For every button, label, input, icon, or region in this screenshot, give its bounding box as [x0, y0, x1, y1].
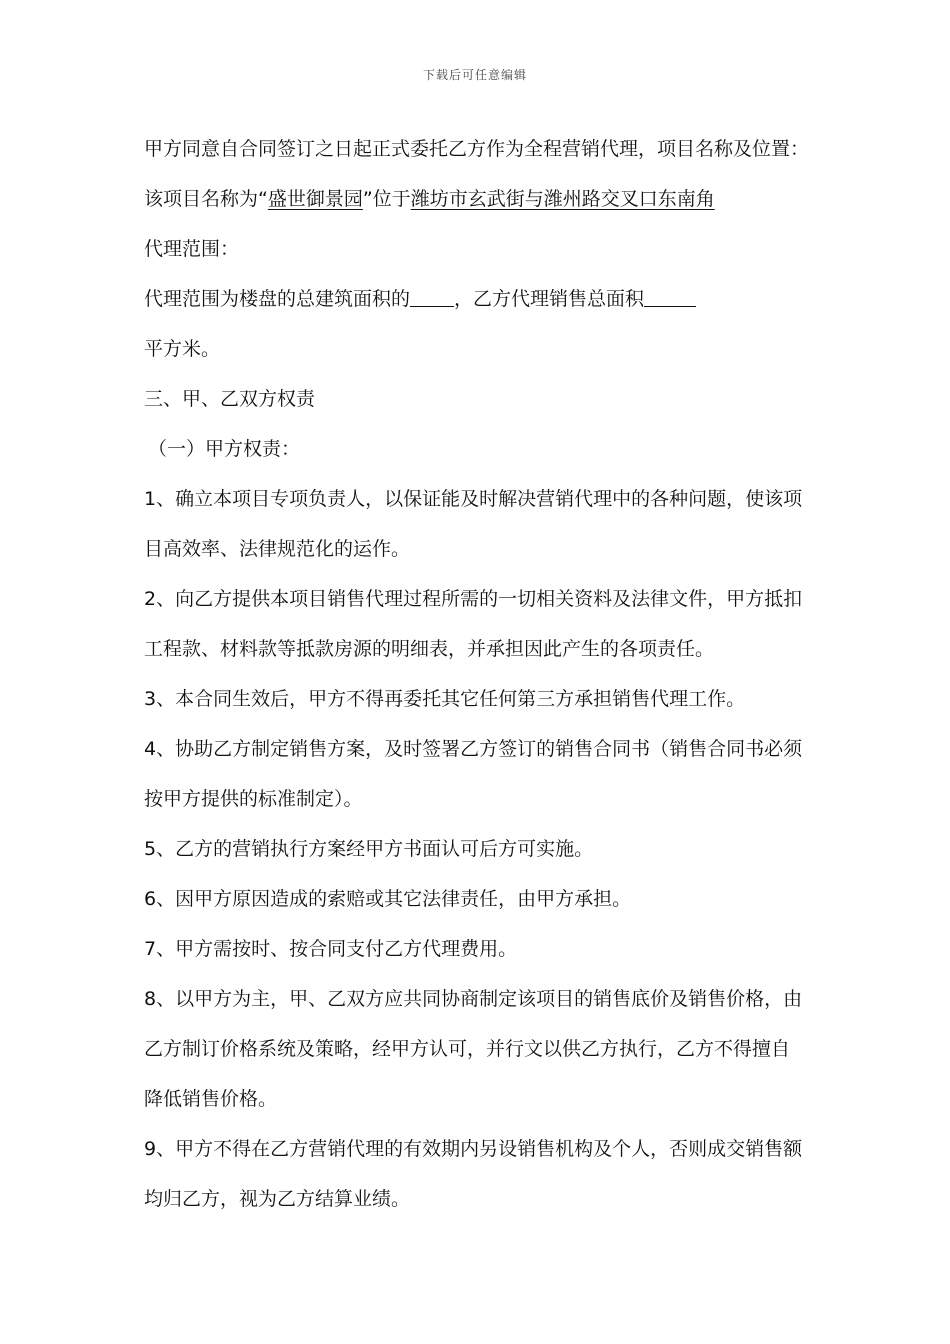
project-name-line — [144, 181, 812, 231]
paragraph-line: 7、甲方需按时、按合同支付乙方代理费用。 — [144, 938, 518, 960]
paragraph-line: 2、向乙方提供本项目销售代理过程所需的一切相关资料及法律文件，甲方抵扣 — [144, 588, 803, 610]
paragraph-line: 4、协助乙方制定销售方案，及时签署乙方签订的销售合同书（销售合同书必须 — [144, 738, 803, 760]
project-name: 盛世御景园 — [267, 188, 363, 210]
paragraph-line: 1、确立本项目专项负责人，以保证能及时解决营销代理中的各种问题，使该项 — [144, 488, 803, 510]
paragraph-line: 乙方制订价格系统及策略，经甲方认可，并行文以供乙方执行，乙方不得擅自 — [144, 1038, 791, 1060]
paragraph-line: 5、乙方的营销执行方案经甲方书面认可后方可实施。 — [144, 838, 594, 860]
paragraph-line: 工程款、材料款等抵款房源的明细表，并承担因此产生的各项责任。 — [144, 638, 715, 660]
paragraph-line: 甲方同意自合同签订之日起正式委托乙方作为全程营销代理，项目名称及位置： — [144, 138, 810, 160]
paragraph-line: 均归乙方，视为乙方结算业绩。 — [144, 1188, 411, 1210]
paragraph-line: 代理范围： — [144, 238, 240, 260]
paragraph-line: 按甲方提供的标准制定）。 — [144, 788, 363, 810]
project-location: 潍坊市玄武街与潍州路交叉口东南角 — [410, 188, 715, 210]
text-span: ，乙方代理销售总面积 — [454, 288, 645, 310]
paragraph-line: 目高效率、法律规范化的运作。 — [144, 538, 411, 560]
contract-body — [144, 131, 812, 1231]
text-span: 代理范围为楼盘的总建筑面积的 — [144, 288, 411, 310]
text-span: ”位于 — [362, 188, 411, 210]
header-note: 下载后可任意编辑 — [422, 68, 527, 82]
paragraph-line: 8、以甲方为主，甲、乙双方应共同协商制定该项目的销售底价及销售价格，由 — [144, 988, 803, 1010]
text-span: 该项目名称为“ — [144, 188, 268, 210]
paragraph-line: 3、本合同生效后，甲方不得再委托其它任何第三方承担销售代理工作。 — [144, 688, 746, 710]
paragraph-line: 6、因甲方原因造成的索赔或其它法律责任，由甲方承担。 — [144, 888, 632, 910]
section-heading: 三、甲、乙双方权责 — [144, 388, 316, 410]
scope-line — [144, 281, 812, 331]
blank-total-area[interactable] — [410, 284, 454, 307]
paragraph-line: 9、甲方不得在乙方营销代理的有效期内另设销售机构及个人，否则成交销售额 — [144, 1138, 803, 1160]
blank-sales-area[interactable] — [644, 284, 696, 307]
paragraph-line: 平方米。 — [144, 338, 221, 360]
subsection-heading: （一）甲方权责： — [148, 438, 301, 460]
paragraph-line: 降低销售价格。 — [144, 1088, 278, 1110]
